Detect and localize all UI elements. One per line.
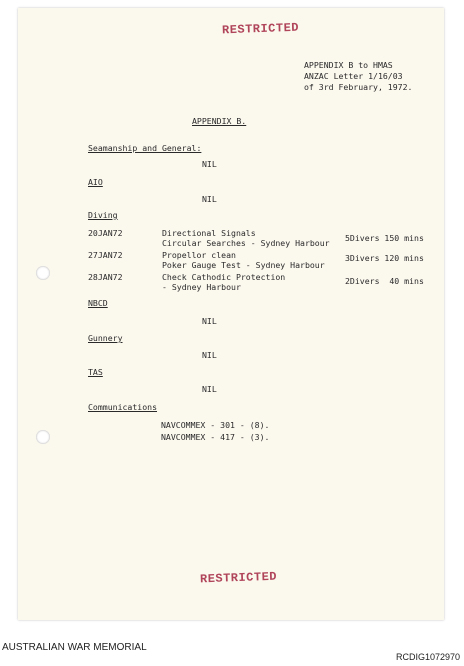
diving-activity-line1: Directional Signals: [162, 228, 256, 238]
diving-date: 20JAN72: [88, 228, 123, 238]
restricted-stamp-bottom: RESTRICTED: [199, 569, 278, 587]
communications-line: NAVCOMMEX - 301 - (8).: [161, 420, 270, 430]
page-title: APPENDIX B.: [192, 116, 247, 126]
diving-activity-line2: Circular Searches - Sydney Harbour: [162, 238, 330, 248]
heading-aio: AIO: [88, 177, 103, 187]
diving-date: 28JAN72: [88, 272, 123, 282]
diving-result: 3Divers 120 mins: [345, 253, 424, 263]
reference-line-1: APPENDIX B to HMAS: [304, 60, 393, 70]
diving-activity-line1: Check Cathodic Protection: [162, 272, 286, 282]
reference-line-2: ANZAC Letter 1/16/03: [304, 71, 403, 81]
diving-result: 5Divers 150 mins: [345, 233, 424, 243]
restricted-stamp-top: RESTRICTED: [221, 20, 300, 38]
communications-line: NAVCOMMEX - 417 - (3).: [161, 432, 270, 442]
diving-date: 27JAN72: [88, 250, 123, 260]
diving-activity-line1: Propellor clean: [162, 250, 236, 260]
diving-activity-line2: - Sydney Harbour: [162, 282, 241, 292]
footer-archive-name: AUSTRALIAN WAR MEMORIAL: [2, 642, 147, 653]
punch-hole: [36, 430, 50, 444]
reference-line-3: of 3rd February, 1972.: [304, 82, 413, 92]
diving-activity-line2: Poker Gauge Test - Sydney Harbour: [162, 260, 325, 270]
value-tas: NIL: [202, 384, 217, 394]
heading-nbcd: NBCD: [88, 298, 108, 308]
value-seamanship: NIL: [202, 159, 217, 169]
value-aio: NIL: [202, 194, 217, 204]
heading-diving: Diving: [88, 210, 118, 220]
document-page: [18, 8, 444, 620]
heading-gunnery: Gunnery: [88, 333, 123, 343]
value-nbcd: NIL: [202, 316, 217, 326]
punch-hole: [36, 266, 50, 280]
heading-seamanship: Seamanship and General:: [88, 143, 202, 153]
footer-document-id: RCDIG1072970: [395, 652, 460, 662]
value-gunnery: NIL: [202, 350, 217, 360]
heading-tas: TAS: [88, 367, 103, 377]
diving-result: 2Divers 40 mins: [345, 276, 424, 286]
heading-communications: Communications: [88, 402, 158, 412]
